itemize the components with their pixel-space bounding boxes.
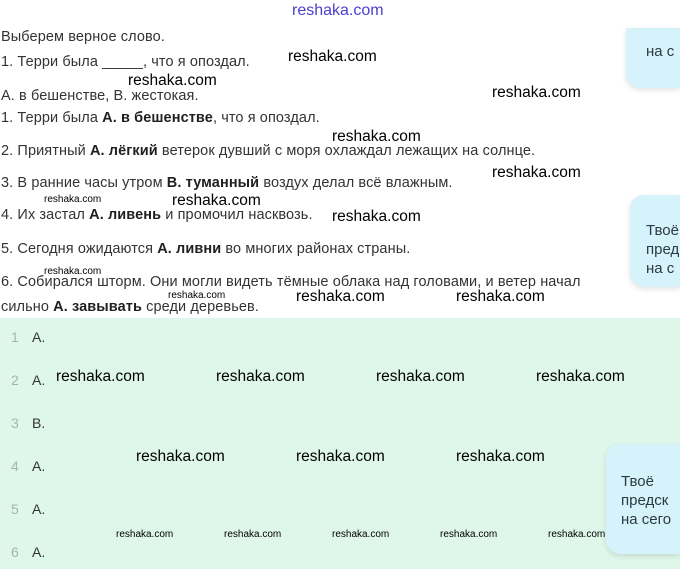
site-header-link[interactable]: reshaka.com	[292, 2, 384, 19]
sentence-answer: А. в бешенстве	[102, 110, 213, 126]
watermark: reshaka.com	[332, 529, 390, 540]
answer-value: А.	[32, 501, 46, 517]
watermark: reshaka.com	[136, 448, 225, 465]
sentence-text: 1. Терри была	[1, 110, 103, 126]
sentence-text: среди деревьев.	[141, 299, 259, 315]
sentence-text: 2. Приятный	[1, 143, 90, 159]
answer-number: 3	[11, 415, 19, 431]
watermark: reshaka.com	[296, 288, 385, 305]
sentence-text: , что я опоздал.	[212, 110, 320, 126]
promo-text: Твоё	[621, 473, 654, 490]
sentence-answer: В. туманный	[166, 175, 260, 191]
sentence-4	[1, 207, 313, 223]
promo-text: на сего	[621, 511, 672, 528]
watermark: reshaka.com	[440, 529, 498, 540]
watermark: reshaka.com	[216, 368, 305, 385]
sentence-text: 3. В ранние часы утром	[1, 175, 167, 191]
watermark: reshaka.com	[296, 448, 385, 465]
watermark: reshaka.com	[332, 128, 421, 145]
task-sentence: 1. Терри была _____, что я опоздал.	[1, 54, 250, 70]
watermark: reshaka.com	[168, 290, 226, 301]
watermark: reshaka.com	[492, 164, 581, 181]
sentence-answer: А. ливни	[157, 241, 222, 257]
answer-value: В.	[32, 415, 46, 431]
sentence-1	[1, 110, 320, 126]
sentence-text: ветерок дувший с моря охлаждал лежащих на солнце.	[157, 143, 536, 159]
sentence-text: во многих районах страны.	[221, 241, 411, 257]
sentence-answer: А. ливень	[89, 207, 162, 223]
promo-text: пред	[646, 241, 680, 258]
answer-number: 2	[11, 372, 19, 388]
sentence-text: 4. Их застал	[1, 207, 90, 223]
promo-bubble-middle[interactable]	[630, 195, 680, 287]
watermark: reshaka.com	[536, 368, 625, 385]
sentence-2	[1, 143, 535, 159]
watermark: reshaka.com	[456, 288, 545, 305]
sentence-answer: А. лёгкий	[89, 143, 158, 159]
watermark: reshaka.com	[492, 84, 581, 101]
instruction: Выберем верное слово.	[1, 29, 165, 45]
watermark: reshaka.com	[548, 529, 606, 540]
sentence-text: и промочил насквозь.	[161, 207, 313, 223]
watermark: reshaka.com	[56, 368, 145, 385]
sentence-6-line2	[1, 299, 259, 315]
answer-number: 6	[11, 544, 19, 560]
sentence-answer: А. завывать	[53, 299, 142, 315]
sentence-3	[1, 175, 453, 191]
answer-value: А.	[32, 329, 46, 345]
watermark: reshaka.com	[44, 266, 102, 277]
answer-number: 4	[11, 458, 19, 474]
watermark: reshaka.com	[456, 448, 545, 465]
promo-text: на с	[646, 43, 675, 60]
promo-bubble-bottom[interactable]	[606, 444, 680, 554]
watermark: reshaka.com	[224, 529, 282, 540]
watermark: reshaka.com	[332, 208, 421, 225]
answer-value: А.	[32, 372, 46, 388]
answer-value: А.	[32, 458, 46, 474]
watermark: reshaka.com	[116, 529, 174, 540]
answer-value: А.	[32, 544, 46, 560]
watermark: reshaka.com	[128, 72, 217, 89]
watermark: reshaka.com	[376, 368, 465, 385]
watermark: reshaka.com	[172, 192, 261, 209]
answer-number: 5	[11, 501, 19, 517]
promo-text: предск	[621, 492, 669, 509]
sentence-text: воздух делал всё влажным.	[259, 175, 453, 191]
promo-text: на с	[646, 260, 675, 277]
watermark: reshaka.com	[288, 48, 377, 65]
sentence-text: 5. Сегодня ожидаются	[1, 241, 158, 257]
sentence-text: сильно	[1, 299, 54, 315]
task-options: А. в бешенстве, В. жестокая.	[1, 88, 199, 104]
sentence-5	[1, 241, 410, 257]
answer-number: 1	[11, 329, 19, 345]
sentence-6-line1: 6. Собирался шторм. Они могли видеть тёмные облака над головами, и ветер начал	[1, 274, 581, 290]
promo-bubble-top[interactable]	[626, 28, 680, 88]
promo-text: Твоё	[646, 222, 679, 239]
watermark: reshaka.com	[44, 194, 102, 205]
